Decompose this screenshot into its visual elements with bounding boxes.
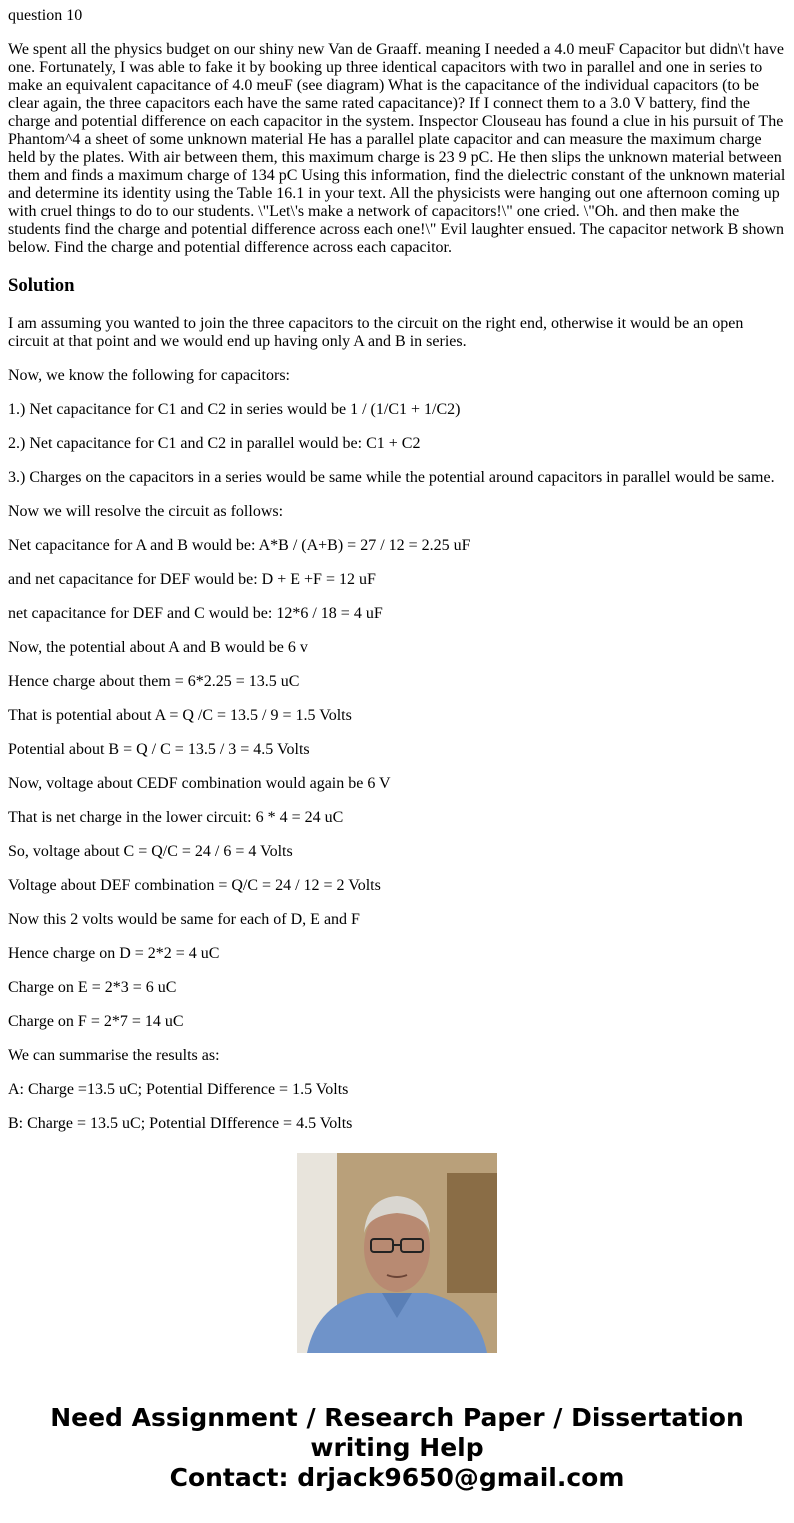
solution-paragraph: 1.) Net capacitance for C1 and C2 in series would be 1 / (1/C1 + 1/C2) xyxy=(8,401,461,418)
solution-paragraph: Charge on E = 2*3 = 6 uC xyxy=(8,979,177,996)
solution-paragraph: B: Charge = 13.5 uC; Potential DIfference = 4.5 Volts xyxy=(8,1115,353,1132)
solution-paragraph: Hence charge on D = 2*2 = 4 uC xyxy=(8,945,220,962)
promo-line-1: Need Assignment / Research Paper / Dissertation xyxy=(50,1403,744,1432)
promo-line-2: writing Help xyxy=(310,1433,484,1462)
question-title: question 10 xyxy=(8,7,83,24)
solution-paragraph: Voltage about DEF combination = Q/C = 24 / 12 = 2 Volts xyxy=(8,877,381,894)
solution-paragraph: 3.) Charges on the capacitors in a series would be same while the potential around capacitors in parallel would be same. xyxy=(8,469,775,486)
solution-paragraph: Charge on F = 2*7 = 14 uC xyxy=(8,1013,184,1030)
solution-paragraph: A: Charge =13.5 uC; Potential Difference = 1.5 Volts xyxy=(8,1081,349,1098)
solution-paragraph: So, voltage about C = Q/C = 24 / 6 = 4 Volts xyxy=(8,843,293,860)
solution-paragraph: Now we will resolve the circuit as follows: xyxy=(8,503,284,520)
solution-paragraph: Net capacitance for A and B would be: A*B / (A+B) = 27 / 12 = 2.25 uF xyxy=(8,537,471,554)
solution-paragraph: net capacitance for DEF and C would be: 12*6 / 18 = 4 uF xyxy=(8,605,383,622)
solution-paragraph: 2.) Net capacitance for C1 and C2 in parallel would be: C1 + C2 xyxy=(8,435,421,452)
solution-paragraph: Now, the potential about A and B would be 6 v xyxy=(8,639,308,656)
solution-paragraph: Now, voltage about CEDF combination would again be 6 V xyxy=(8,775,391,792)
promo-banner xyxy=(0,1403,794,1493)
solution-paragraph: That is potential about A = Q /C = 13.5 / 9 = 1.5 Volts xyxy=(8,707,352,724)
solution-paragraph: I am assuming you wanted to join the three capacitors to the circuit on the right end, otherwise it would be an open circuit at that point and we would end up having only A and B in series. xyxy=(8,315,744,350)
promo-contact: Contact: drjack9650@gmail.com xyxy=(169,1463,625,1492)
solution-paragraph: Potential about B = Q / C = 13.5 / 3 = 4.5 Volts xyxy=(8,741,310,758)
solution-paragraph: Now, we know the following for capacitors: xyxy=(8,367,290,384)
content-area xyxy=(8,0,786,1132)
avatar-image xyxy=(297,1153,497,1353)
solution-heading: Solution xyxy=(8,275,75,296)
solution-paragraph: We can summarise the results as: xyxy=(8,1047,220,1064)
solution-paragraph: and net capacitance for DEF would be: D + E +F = 12 uF xyxy=(8,571,376,588)
person-photo-icon xyxy=(297,1153,497,1353)
solution-paragraph: That is net charge in the lower circuit: 6 * 4 = 24 uC xyxy=(8,809,344,826)
question-body: We spent all the physics budget on our shiny new Van de Graaff. meaning I needed a 4.0 meuF Capacitor but didn\'t have one. Fortunately, I was able to fake it by booking up three identical capacitors with two in parallel and one in series to make an equivalent capacitance of 4.0 meuF (see diagram) What is the capacitance of the individual capacitors (to be clear again, the three capacitors each have the same rated capacitance)? If I connect them to a 3.0 V battery, find the charge and potential difference on each capacitor in the system. Inspector Clouseau has found a clue in his pursuit of The Phantom^4 a sheet of some unknown material He has a parallel plate capacitor and can measure the maximum charge held by the plates. With air between them, this maximum charge is 23 9 pC. He then slips the unknown material between them and finds a maximum charge of 134 pC Using this information, find the dielectric constant of the unknown material and determine its identity using the Table 16.1 in your text. All the physicists were hanging out one afternoon coming up with cruel things to do to our students. \"Let\'s make a network of capacitors!\" one cried. \"Oh. and then make the students find the charge and potential difference across each one!\" Evil laughter ensued. The capacitor network B shown below. Find the charge and potential difference across each capacitor. xyxy=(8,41,786,256)
photo-wall-pattern xyxy=(447,1173,497,1293)
solution-paragraph: Now this 2 volts would be same for each of D, E and F xyxy=(8,911,360,928)
solution-paragraph: Hence charge about them = 6*2.25 = 13.5 uC xyxy=(8,673,300,690)
